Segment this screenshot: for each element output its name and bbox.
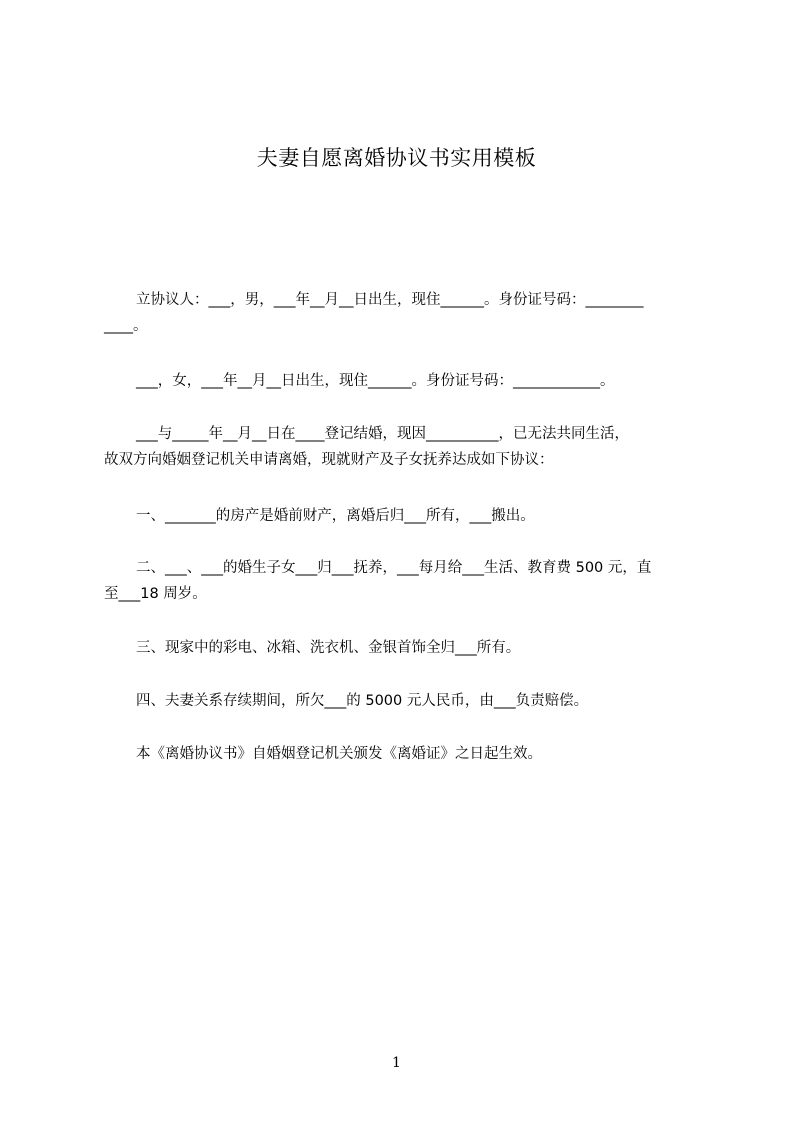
paragraph-line: ___，女，___年__月__日出生，现住______。身份证号码：____________。: [136, 373, 615, 389]
paragraph-line: ____。: [104, 318, 148, 334]
paragraph-line: 立协议人：___，男，___年__月__日出生，现住______。身份证号码：________: [136, 292, 644, 308]
paragraph-line: 三、现家中的彩电、冰箱、洗衣机、金银首饰全归___所有。: [136, 640, 521, 656]
paragraph-line: 二、___、___的婚生子女___归___抚养，___每月给___生活、教育费 500 元，直: [136, 560, 652, 576]
clause-2-paragraph: [104, 555, 704, 607]
party-a-paragraph: [104, 287, 704, 339]
clause-3-paragraph: [104, 635, 704, 661]
paragraph-line: 故双方向婚姻登记机关申请离婚，现就财产及子女抚养达成如下协议：: [104, 452, 554, 468]
document-title: 夫妻自愿离婚协议书实用模板: [256, 146, 537, 170]
marriage-paragraph: [104, 421, 704, 473]
paragraph-line: 至___18 周岁。: [104, 586, 207, 602]
effective-paragraph: [104, 741, 704, 767]
party-b-paragraph: [104, 368, 704, 394]
clause-1-paragraph: [104, 503, 704, 529]
paragraph-line: ___与_____年__月__日在____登记结婚，现因__________，已无法共同生活，: [136, 426, 629, 442]
clause-4-paragraph: [104, 688, 704, 714]
page-number: 1: [392, 1055, 401, 1071]
paragraph-line: 四、夫妻关系存续期间，所欠___的 5000 元人民币，由___负责赔偿。: [136, 693, 589, 709]
paragraph-line: 一、_______的房产是婚前财产，离婚后归___所有，___搬出。: [136, 508, 535, 524]
paragraph-line: 本《离婚协议书》自婚姻登记机关颁发《离婚证》之日起生效。: [136, 746, 542, 762]
